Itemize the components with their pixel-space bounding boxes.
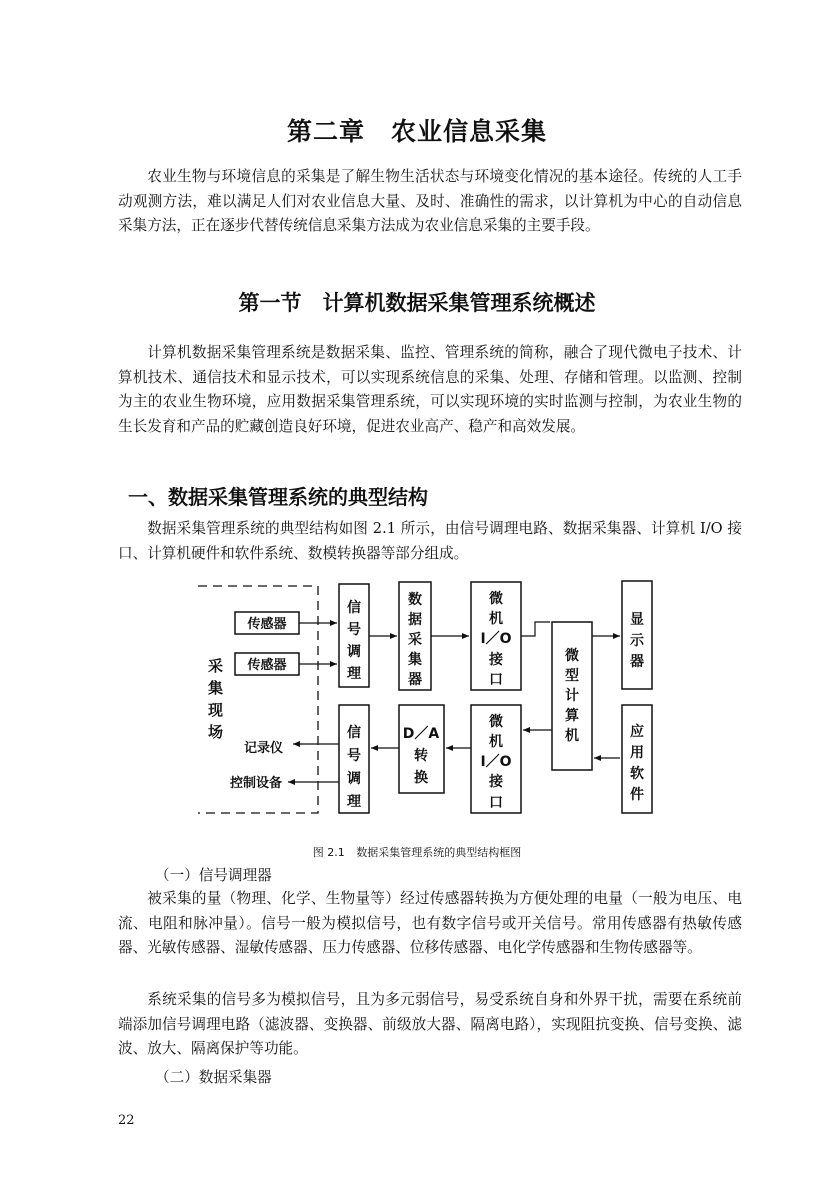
signal-conditioning-bottom-char: 理 [347, 794, 361, 810]
io-interface-bottom-char: 机 [489, 734, 503, 750]
display-char: 显 [630, 612, 644, 628]
section-paragraph: 计算机数据采集管理系统是数据采集、监控、管理系统的简称，融合了现代微电子技术、计算机技术、通信技术和显示技术，可以实现系统信息的采集、处理、存储和管理。以监测、控制为主的农业生物环境，应用数据采集管理系统，可以实现环境的实时监测与控制，为农业生物的生长发育和产品的贮藏创造良好环境，促进农业高产、稳产和高效发展。 [118, 344, 742, 435]
chapter-title: 第二章 农业信息采集 [286, 117, 547, 146]
app-software-char: 软 [630, 766, 644, 782]
microcomputer-char: 型 [565, 668, 579, 684]
io-interface-top-char: 接 [489, 652, 503, 668]
data-collector-char: 采 [408, 632, 422, 648]
section-title: 第一节 计算机数据采集管理系统概述 [238, 290, 596, 315]
heading-data-collector: （二）数据采集器 [155, 1069, 272, 1086]
io-interface-top-char: 口 [489, 672, 503, 688]
signal-conditioning-top-char: 调 [347, 644, 361, 660]
intro-paragraph: 农业生物与环境信息的采集是了解生物生活状态与环境变化情况的基本途径。传统的人工手动观测方法，难以满足人们对农业信息大量、及时、准确性的需求，以计算机为中心的自动信息采集方法，正在逐步代替传统信息采集方法成为农业信息采集的主要手段。 [118, 168, 742, 235]
io-interface-top-char: 机 [489, 611, 503, 627]
site-label [207, 657, 223, 741]
site-label-char: 采 [208, 657, 224, 675]
data-collector-char: 器 [408, 672, 422, 688]
signal-conditioning-bottom-char: 信 [347, 725, 361, 741]
da-converter-char: 转 [414, 748, 428, 764]
da-converter-char: D／A [402, 726, 440, 742]
app-software-char: 应 [630, 724, 644, 740]
paragraph-signal-conditioning-circuit: 系统采集的信号多为模拟信号，且为多元弱信号，易受系统自身和外界干扰，需要在系统前端添加信号调理电路（滤波器、变换器、前级放大器、隔离电路），实现阻抗变换、信号变换、滤波、放大、隔离保护等功能。 [118, 991, 742, 1058]
data-collector-char: 据 [408, 612, 422, 628]
figure-caption-text: 数据采集管理系统的典型结构框图 [356, 846, 522, 859]
paragraph-signal-conditioner: 被采集的量（物理、化学、生物量等）经过传感器转换为方便处理的电量（一般为电压、电流、电阻和脉冲量）。信号一般为模拟信号，也有数字信号或开关信号。常用传感器有热敏传感器、光敏传感器、湿敏传感器、压力传感器、位移传感器、电化学传感器和生物传感器等。 [118, 890, 742, 957]
sensor-label-2: 传感器 [247, 658, 287, 673]
app-software-char: 件 [630, 787, 644, 803]
structure-block-diagram [190, 578, 660, 823]
subsection-title: 一、数据采集管理系统的典型结构 [128, 485, 428, 509]
heading-signal-conditioner: （一）信号调理器 [155, 867, 272, 884]
app-software-char: 用 [630, 745, 644, 761]
control-device-label: 控制设备 [230, 776, 283, 791]
microcomputer-char: 机 [565, 728, 579, 744]
page-number: 22 [118, 1113, 135, 1128]
da-converter-char: 换 [414, 770, 428, 786]
signal-conditioning-bottom-char: 调 [347, 771, 361, 787]
figure-caption [0, 844, 834, 860]
io-interface-bottom-char: 口 [489, 795, 503, 811]
io-interface-top-char: 微 [489, 591, 503, 607]
recorder-label: 记录仪 [244, 741, 284, 756]
sensor-label-1: 传感器 [247, 617, 287, 632]
signal-conditioning-top-char: 理 [347, 666, 361, 682]
microcomputer-char: 算 [565, 708, 579, 724]
site-label-char: 现 [208, 701, 224, 719]
data-collector-char: 集 [408, 652, 422, 668]
io-interface-top-char: I／O [480, 631, 512, 647]
display-char: 器 [630, 654, 644, 670]
figure-number: 图 2.1 [312, 846, 345, 859]
data-collector-char: 数 [408, 592, 422, 608]
structure-paragraph: 数据采集管理系统的典型结构如图 2.1 所示，由信号调理电路、数据采集器、计算机 I/O 接口、计算机硬件和软件系统、数模转换器等部分组成。 [118, 520, 742, 562]
microcomputer-char: 微 [565, 648, 579, 664]
microcomputer-char: 计 [565, 688, 579, 704]
io-interface-bottom-char: 接 [489, 774, 503, 790]
signal-conditioning-top-char: 信 [347, 600, 361, 616]
signal-conditioning-top-char: 号 [347, 622, 361, 638]
signal-conditioning-bottom-char: 号 [347, 748, 361, 764]
site-label-char: 场 [208, 723, 224, 741]
display-char: 示 [630, 633, 644, 649]
io-interface-bottom-char: 微 [489, 714, 503, 730]
io-interface-bottom-char: I／O [480, 754, 512, 770]
site-label-char: 集 [208, 679, 224, 697]
